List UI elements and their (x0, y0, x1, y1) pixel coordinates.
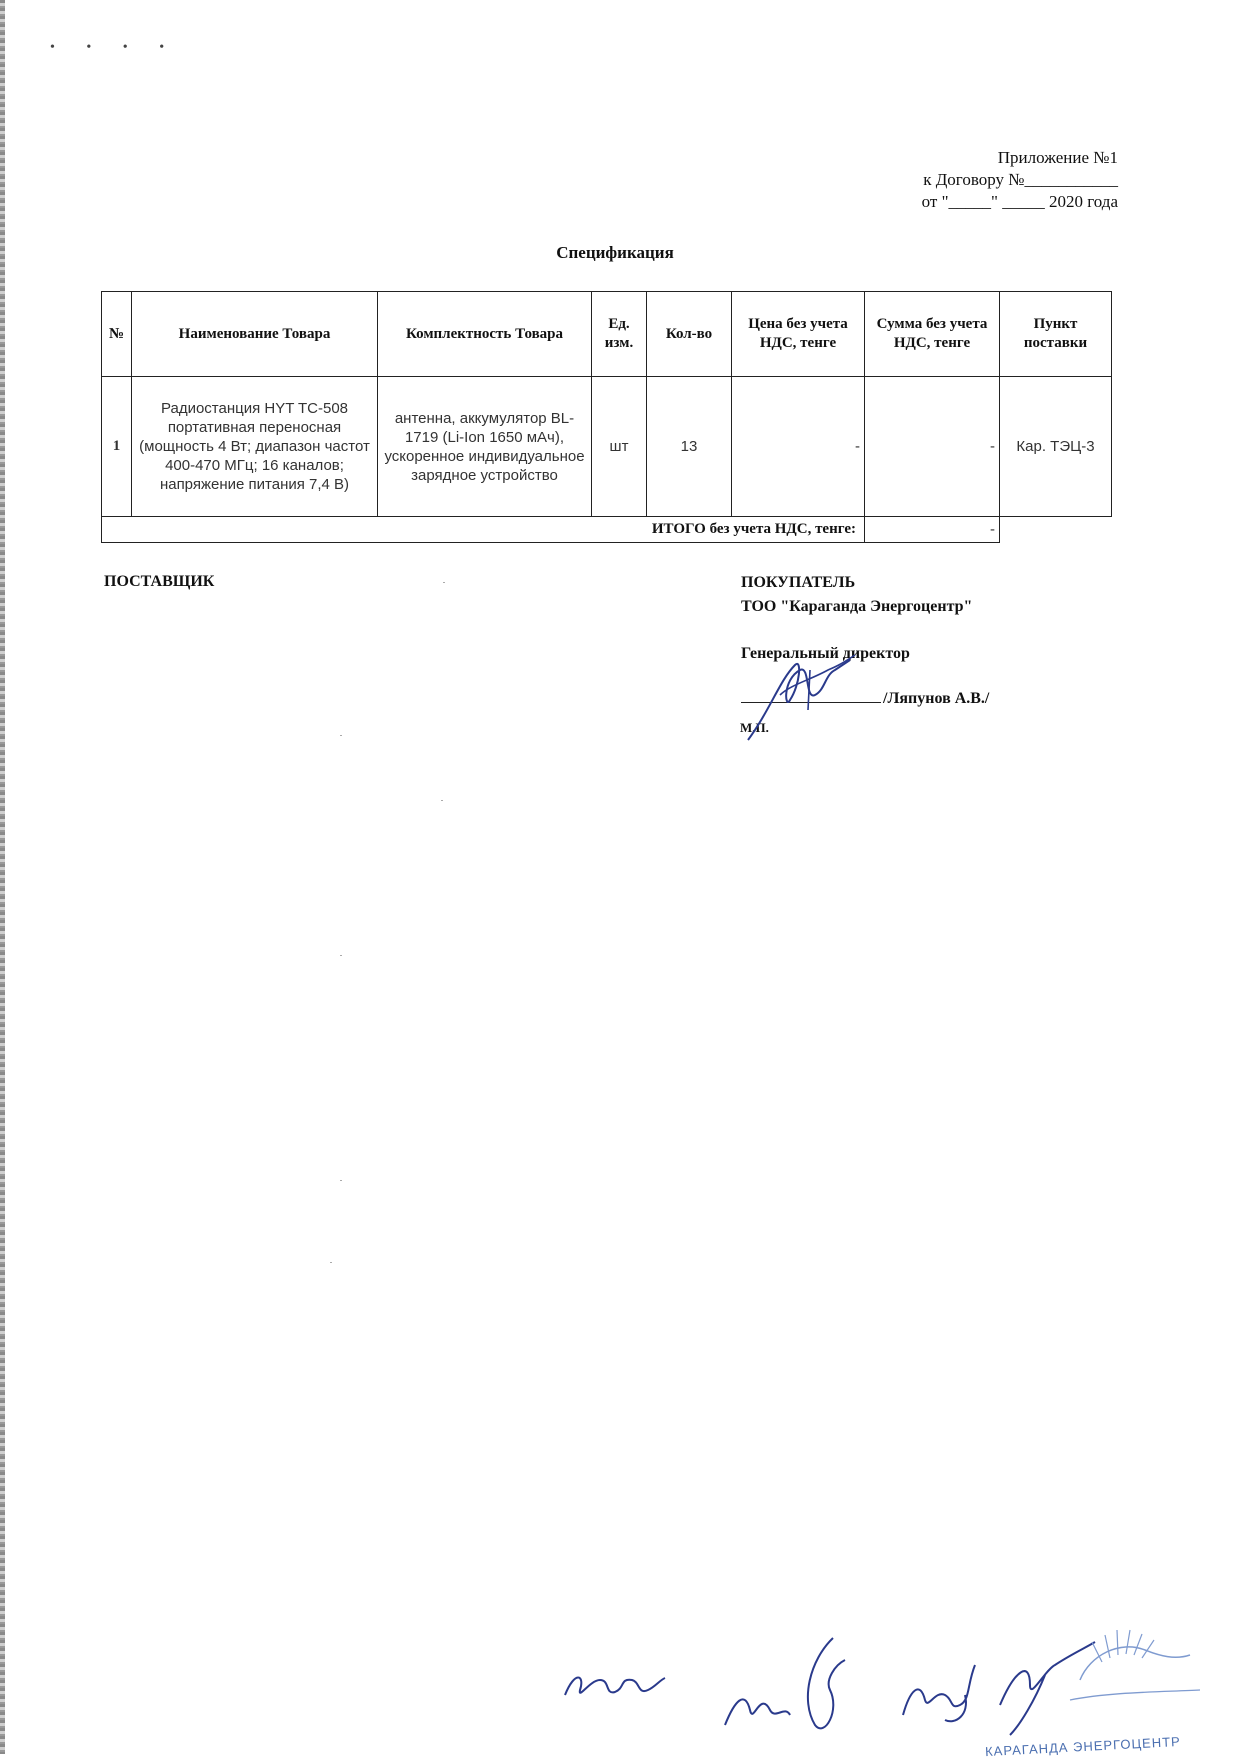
initial-signature-1 (560, 1650, 670, 1720)
buyer-block (741, 571, 972, 619)
company-stamp (1050, 1600, 1200, 1720)
annex-contract: к Договору №___________ (923, 170, 1118, 189)
total-row (102, 517, 1112, 543)
scan-speck (340, 955, 342, 956)
total-empty-cell (1000, 517, 1112, 543)
table-row (102, 377, 1112, 517)
header-sum: Сумма без учета НДС, тенге (865, 292, 1000, 377)
total-value: - (865, 517, 1000, 543)
buyer-position: Генеральный директор (741, 645, 910, 662)
header-qty: Кол-во (647, 292, 732, 377)
director-signature (740, 640, 870, 750)
scan-speck (340, 1180, 342, 1181)
header-point: Пункт поставки (1000, 292, 1112, 377)
annex-date: от "_____" _____ 2020 года (921, 192, 1118, 211)
signatory-name: /Ляпунов А.В./ (883, 690, 990, 707)
total-label: ИТОГО без учета НДС, тенге: (102, 517, 865, 543)
initial-signature-3 (895, 1655, 985, 1730)
initial-signature-2 (715, 1630, 865, 1745)
cell-unit: шт (592, 377, 647, 517)
cell-sum: - (865, 377, 1000, 517)
header-set: Комплектность Товара (378, 292, 592, 377)
cell-price: - (732, 377, 865, 517)
scan-speck (340, 735, 342, 736)
scan-speck (443, 582, 445, 583)
header-name: Наименование Товара (132, 292, 378, 377)
cell-num: 1 (102, 377, 132, 517)
document-title: Спецификация (556, 243, 674, 262)
buyer-label: ПОКУПАТЕЛЬ (741, 574, 856, 591)
header-unit: Ед. изм. (592, 292, 647, 377)
scan-speck (441, 800, 443, 801)
scan-edge (0, 0, 5, 1754)
annex-header (922, 147, 1118, 213)
table-header-row (102, 292, 1112, 377)
seal-label: М.П. (740, 720, 769, 735)
scan-speck (330, 1262, 332, 1263)
header-price: Цена без учета НДС, тенге (732, 292, 865, 377)
buyer-company: ТОО "Караганда Энергоцентр" (741, 598, 973, 615)
cell-set: антенна, аккумулятор BL-1719 (Li-Ion 1650 мАч), ускоренное индивидуальное зарядное устройство (378, 377, 592, 517)
header-num: № (102, 292, 132, 377)
stamp-text: КАРАГАНДА ЭНЕРГОЦЕНТР (984, 1733, 1182, 1759)
cell-point: Кар. ТЭЦ-3 (1000, 377, 1112, 517)
scan-dots: • • • • (50, 40, 179, 55)
supplier-label: ПОСТАВЩИК (104, 573, 215, 590)
specification-table (101, 291, 1112, 543)
annex-title: Приложение №1 (997, 148, 1118, 167)
cell-name: Радиостанция HYT TC-508 портативная переносная (мощность 4 Вт; диапазон частот 400-470 МГц; 16 каналов; напряжение питания 7,4 В) (132, 377, 378, 517)
cell-qty: 13 (647, 377, 732, 517)
